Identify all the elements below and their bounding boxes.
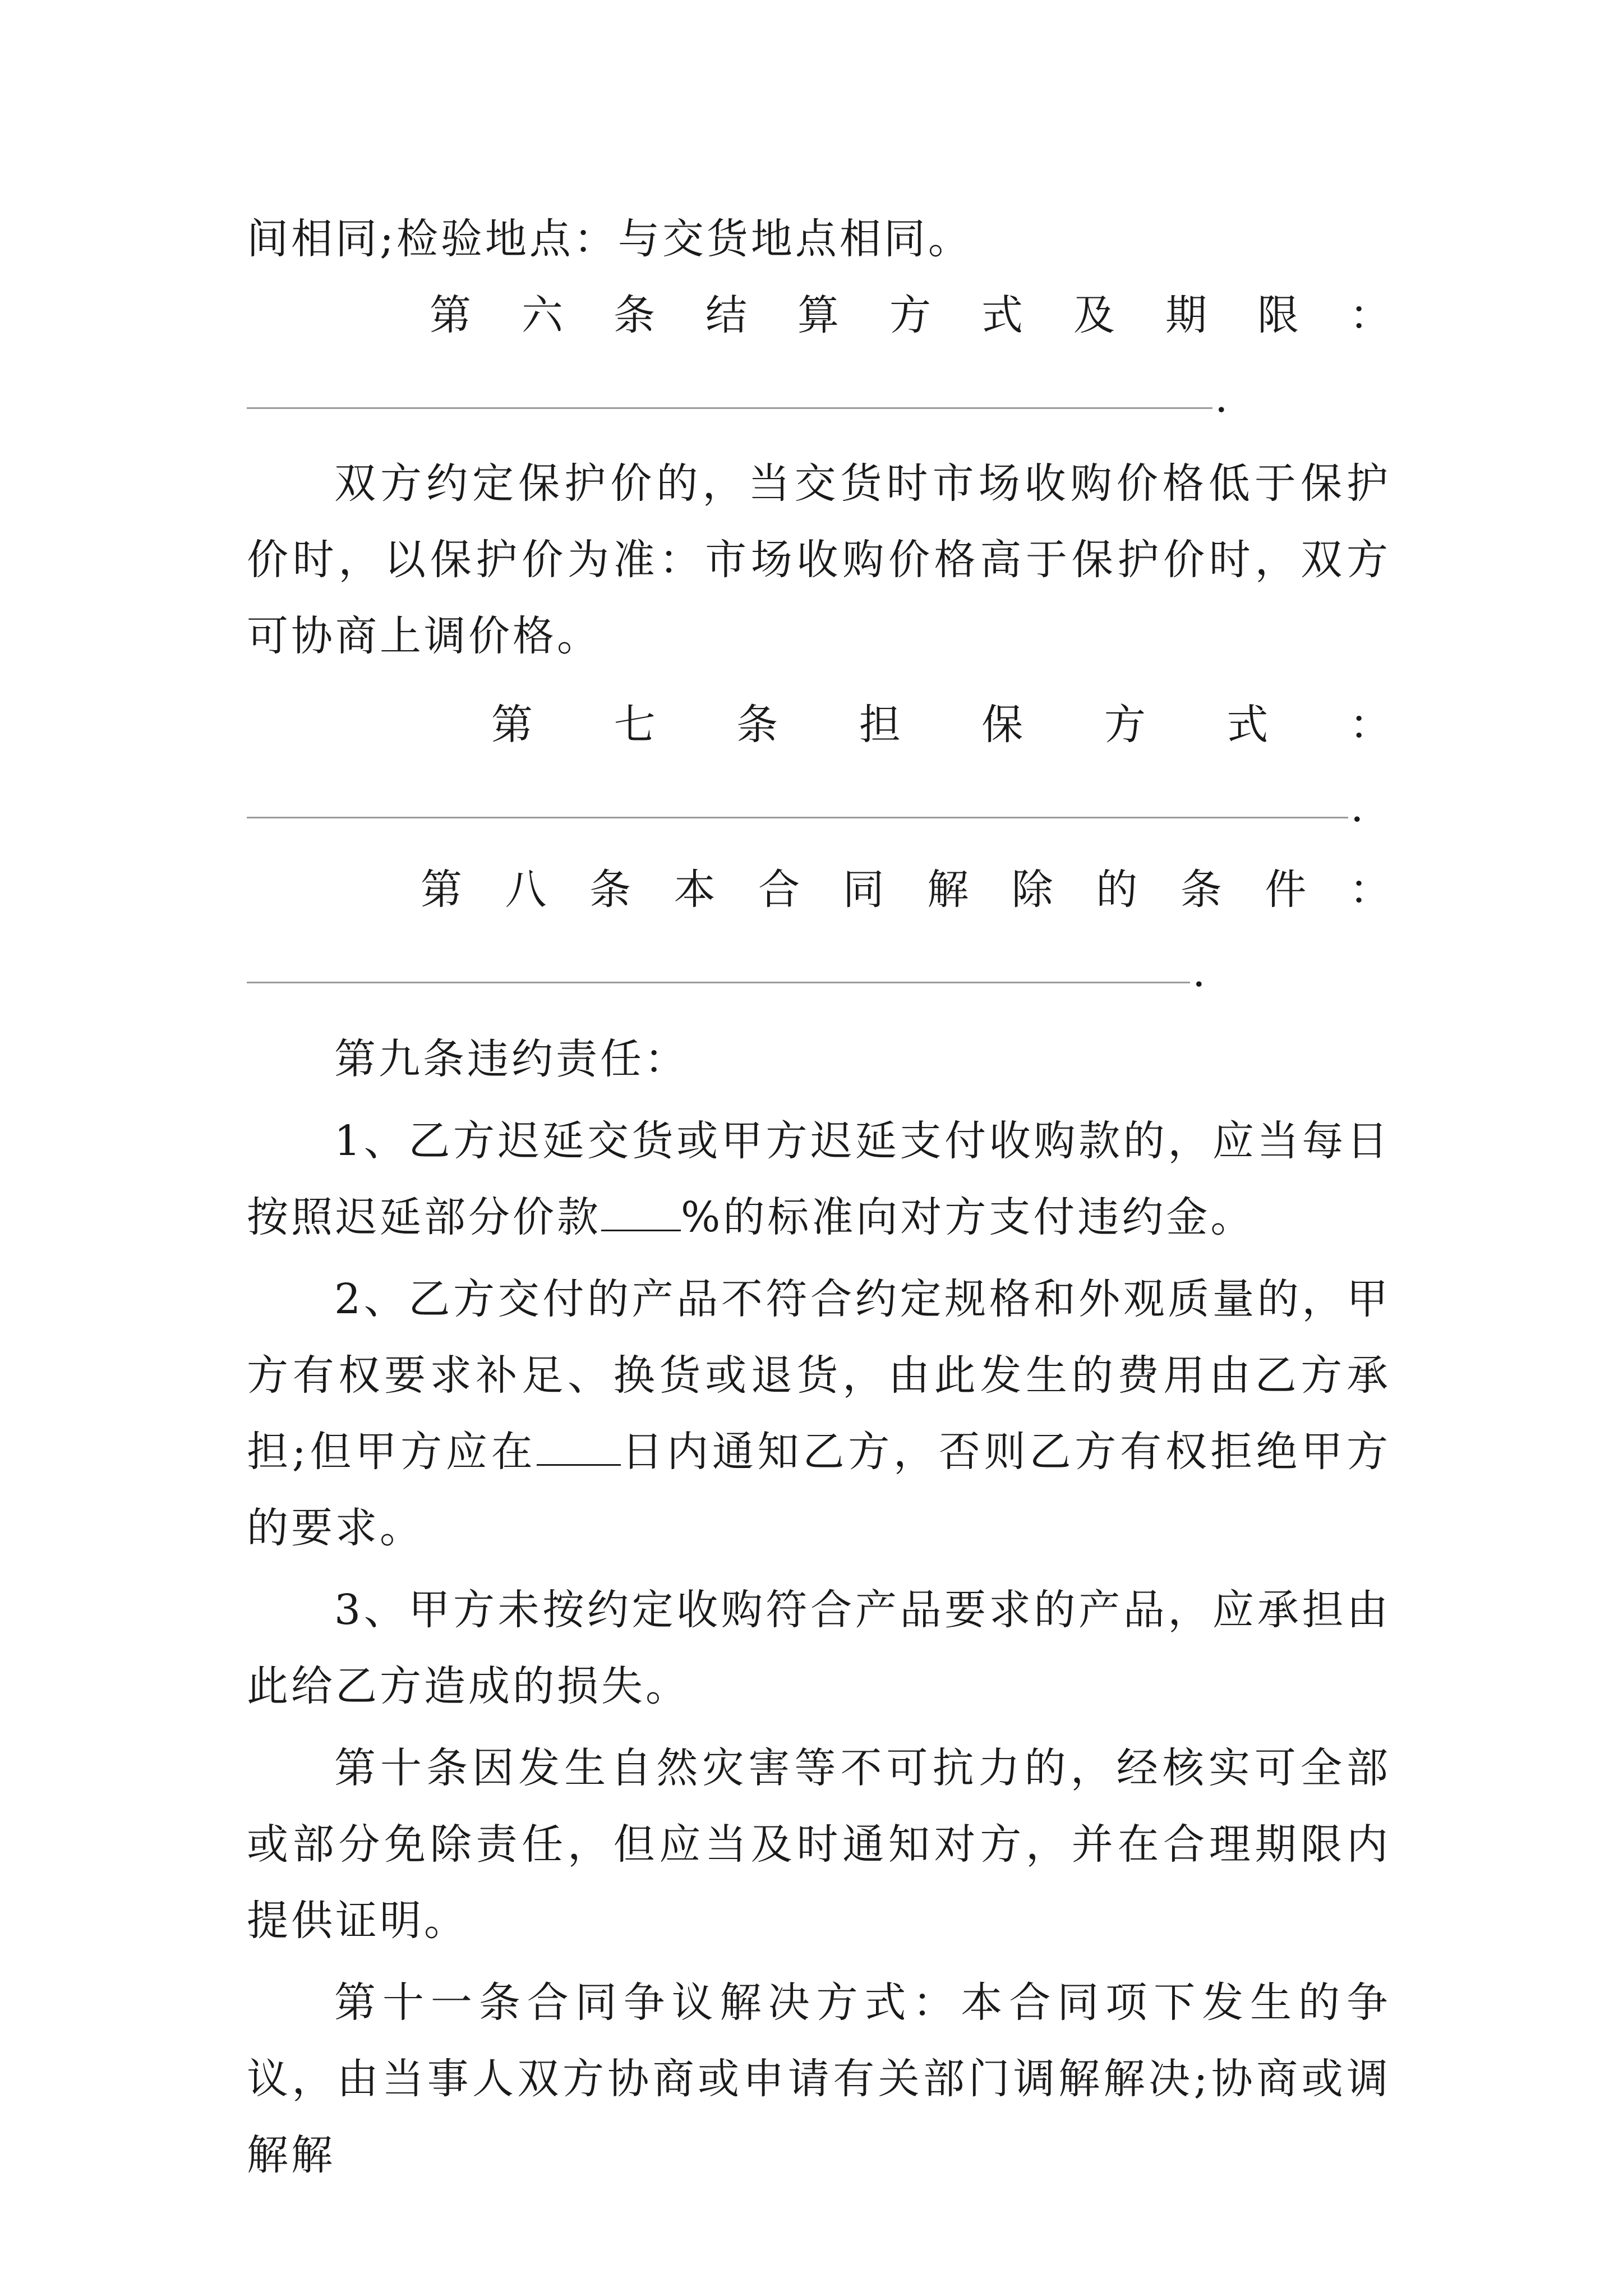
guarantee-price-paragraph: 双方约定保护价的，当交货时市场收购价格低于保护价时，以保护价为准：市场收购价格高于保护价时，双方可协商上调价格。 <box>247 459 1391 660</box>
article-6-blank-rule <box>247 407 1212 409</box>
art8-heading-char: 合 <box>758 866 800 914</box>
article-9-item-2 <box>247 1261 1391 1566</box>
art8-heading-char: 的 <box>1096 866 1138 914</box>
art6-heading-char: 及 <box>1073 291 1115 339</box>
inspection-line: 间相同;检验地点：与交货地点相同。 <box>247 215 972 263</box>
article-9-title: 第九条违约责任： <box>334 1035 689 1083</box>
article-9-item-2-blank <box>537 1430 621 1466</box>
art6-heading-char: 期 <box>1165 291 1207 339</box>
art8-heading-char: 条 <box>589 866 631 914</box>
article-9-item-2-text-a: 2、乙方交付的产品不符合约定规格和外观质量的，甲方有权要求补足、换货或退货，由此发生的费用由乙方承担;但甲方应在 <box>247 1275 1391 1476</box>
article-8-heading <box>247 852 1391 928</box>
article-10-paragraph: 第十条因发生自然灾害等不可抗力的，经核实可全部或部分免除责任，但应当及时通知对方，并在合理期限内提供证明。 <box>247 1744 1391 1945</box>
art6-heading-char: 算 <box>797 291 839 339</box>
article-9-item-1 <box>247 1103 1391 1255</box>
art6-heading-char: 六 <box>522 291 563 339</box>
art7-heading-char: 担 <box>859 701 901 749</box>
art8-heading-char: 第 <box>421 866 462 914</box>
art6-heading-char: 方 <box>889 291 931 339</box>
article-8-blank-end: . <box>1192 948 1206 996</box>
article-7-blank <box>247 763 1391 839</box>
art7-heading-char: ： <box>1349 701 1391 749</box>
art8-heading-char: 同 <box>842 866 884 914</box>
article-7-blank-end: . <box>1350 783 1364 831</box>
art6-heading-char: 式 <box>981 291 1023 339</box>
art8-heading-char: 本 <box>674 866 716 914</box>
article-9-item-2-text-b: 日内通知乙方，否则乙方有权拒绝甲方的要求。 <box>247 1428 1391 1552</box>
art8-heading-char: 解 <box>927 866 969 914</box>
art6-heading-char: 限 <box>1257 291 1299 339</box>
article-11-paragraph: 第十一条合同争议解决方式：本合同项下发生的争议，由当事人双方协商或申请有关部门调解解决;协商或调解解 <box>247 1978 1391 2179</box>
art8-heading-char: 除 <box>1011 866 1053 914</box>
art7-heading-char: 七 <box>614 701 656 749</box>
article-7-blank-rule <box>247 817 1348 818</box>
article-6-blank-end: . <box>1215 374 1228 422</box>
article-9-item-1-blank <box>601 1196 681 1231</box>
art8-heading-char: 八 <box>505 866 547 914</box>
art7-heading-char: 方 <box>1104 701 1146 749</box>
document-body <box>247 201 1391 2193</box>
article-7-heading <box>247 687 1391 763</box>
article-8-blank-rule <box>247 982 1190 983</box>
art7-heading-char: 第 <box>491 701 533 749</box>
art6-heading-char: 第 <box>430 291 471 339</box>
article-6-blank <box>247 353 1391 430</box>
art6-heading-char: 条 <box>614 291 655 339</box>
article-9-item-1-text-a: 1、乙方迟延交货或甲方迟延支付收购款的，应当每日按照迟延部分价款 <box>247 1117 1391 1241</box>
art7-heading-char: 条 <box>736 701 778 749</box>
article-9-item-1-text-b: %的标准向对方支付违约金。 <box>681 1193 1255 1241</box>
art6-heading-char: 结 <box>706 291 747 339</box>
art8-heading-char: 条 <box>1180 866 1222 914</box>
art7-heading-char: 式 <box>1227 701 1269 749</box>
art7-heading-char: 保 <box>981 701 1023 749</box>
art6-heading-char: ： <box>1349 291 1391 339</box>
article-6-heading <box>247 277 1391 353</box>
art8-heading-char: ： <box>1349 866 1391 914</box>
article-9-item-3: 3、甲方未按约定收购符合产品要求的产品，应承担由此给乙方造成的损失。 <box>247 1586 1391 1710</box>
article-8-blank <box>247 928 1391 1004</box>
art8-heading-char: 件 <box>1265 866 1307 914</box>
